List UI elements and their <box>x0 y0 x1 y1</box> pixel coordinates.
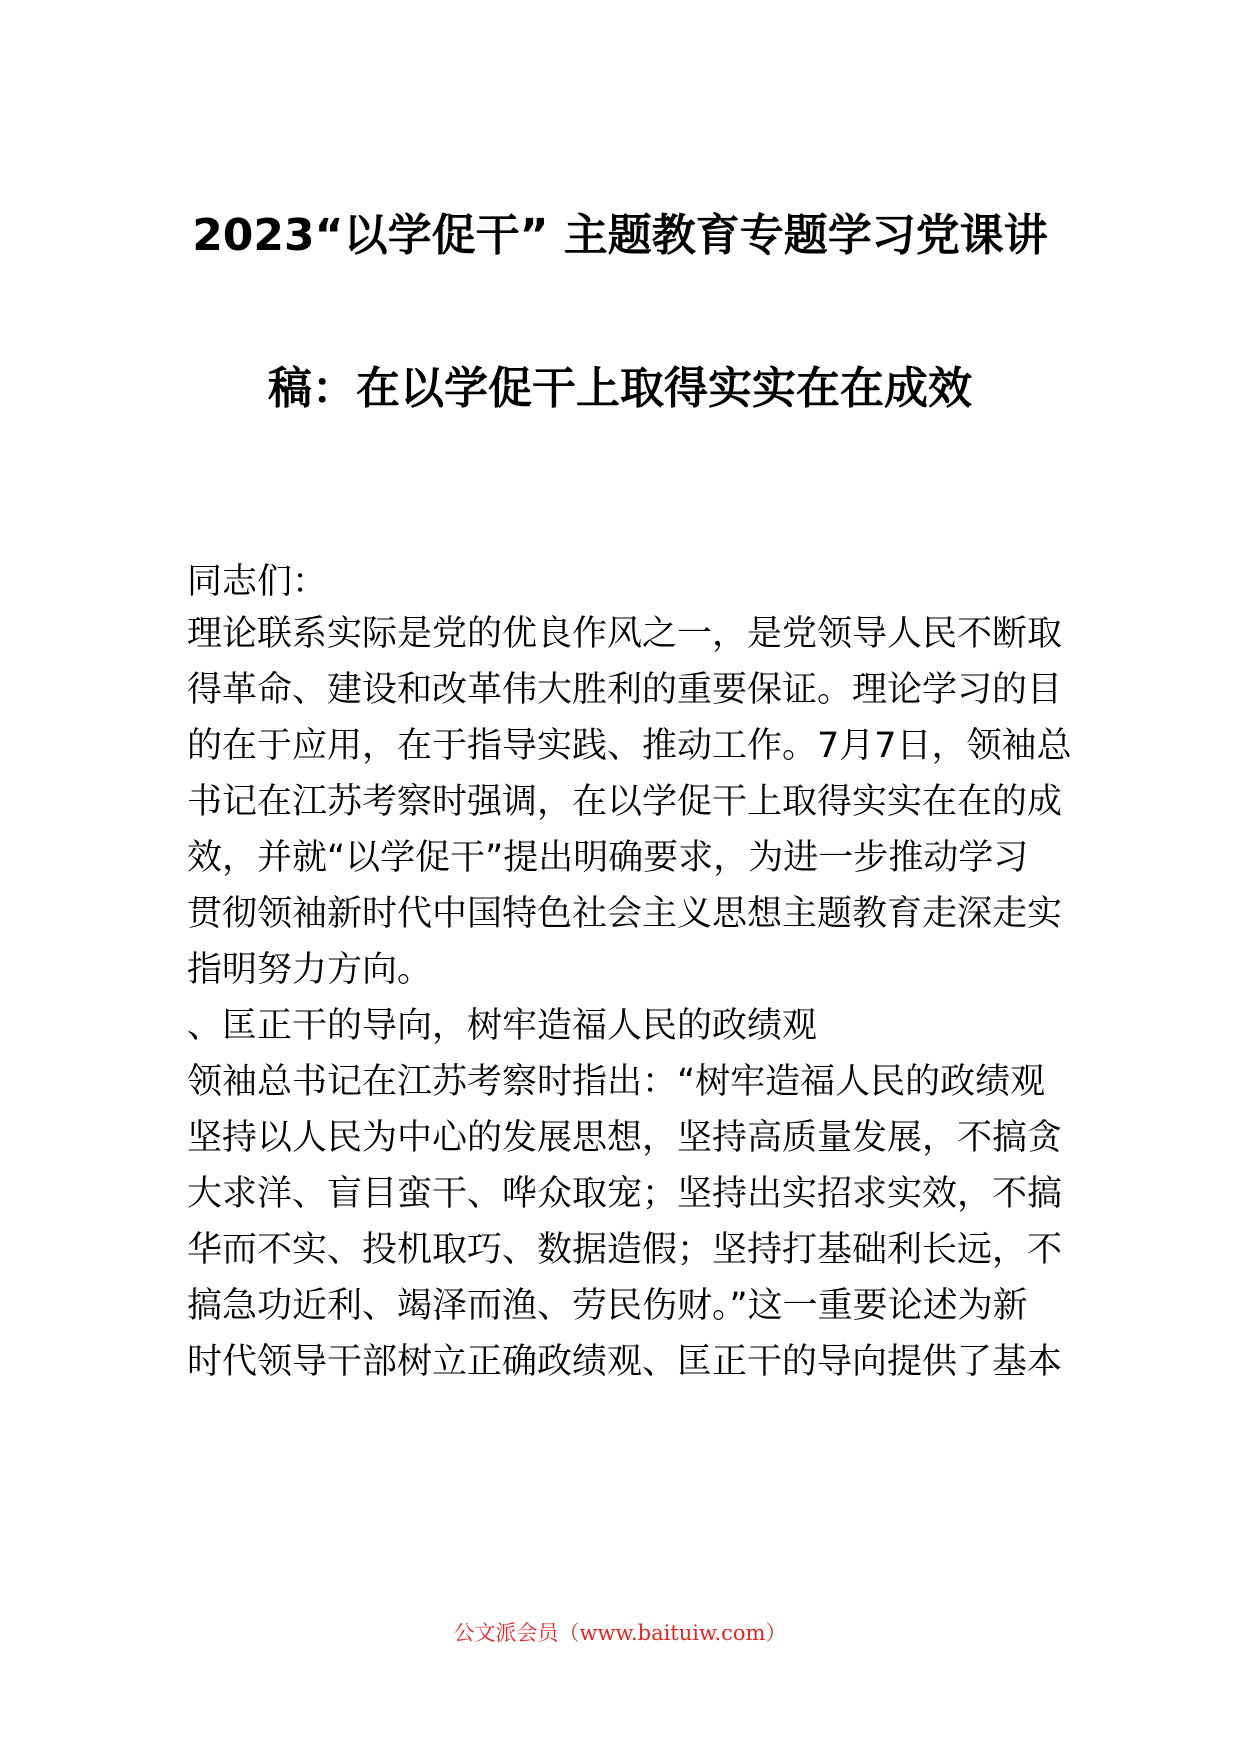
body-line: 坚持以人民为中心的发展思想，坚持高质量发展，不搞贪 <box>187 1118 1063 1158</box>
footer-watermark: 公文派会员（www.baituiw.com） <box>453 1621 787 1645</box>
document-title-line-2: 稿：在以学促干上取得实实在在成效 <box>268 363 972 414</box>
body-line: 华而不实、投机取巧、数据造假；坚持打基础利长远，不 <box>187 1230 1063 1270</box>
body-line: 时代领导干部树立正确政绩观、匡正干的导向提供了基本 <box>187 1342 1063 1382</box>
body-line: 指明努力方向。 <box>187 950 433 990</box>
body-line: 得革命、建设和改革伟大胜利的重要保证。理论学习的目 <box>187 670 1063 710</box>
document-title-line-1: 2023“以学促干” 主题教育专题学习党课讲 <box>192 210 1048 261</box>
body-line: 理论联系实际是党的优良作风之一，是党领导人民不断取 <box>187 614 1063 654</box>
body-line: 效，并就“以学促干”提出明确要求，为进一步推动学习 <box>187 838 1029 878</box>
section-heading: 、匡正干的导向，树牢造福人民的政绩观 <box>187 1006 818 1046</box>
body-line: 的在于应用，在于指导实践、推动工作。7月7日，领袖总 <box>187 726 1072 766</box>
body-line: 贯彻领袖新时代中国特色社会主义思想主题教育走深走实 <box>187 894 1063 934</box>
body-line: 领袖总书记在江苏考察时指出：“树牢造福人民的政绩观 <box>187 1062 1046 1102</box>
body-line: 书记在江苏考察时强调，在以学促干上取得实实在在的成 <box>187 782 1063 822</box>
body-line: 大求洋、盲目蛮干、哗众取宠；坚持出实招求实效，不搞 <box>187 1174 1063 1214</box>
salutation: 同志们： <box>187 562 328 602</box>
body-line: 搞急功近利、竭泽而渔、劳民伤财。”这一重要论述为新 <box>187 1286 1028 1326</box>
